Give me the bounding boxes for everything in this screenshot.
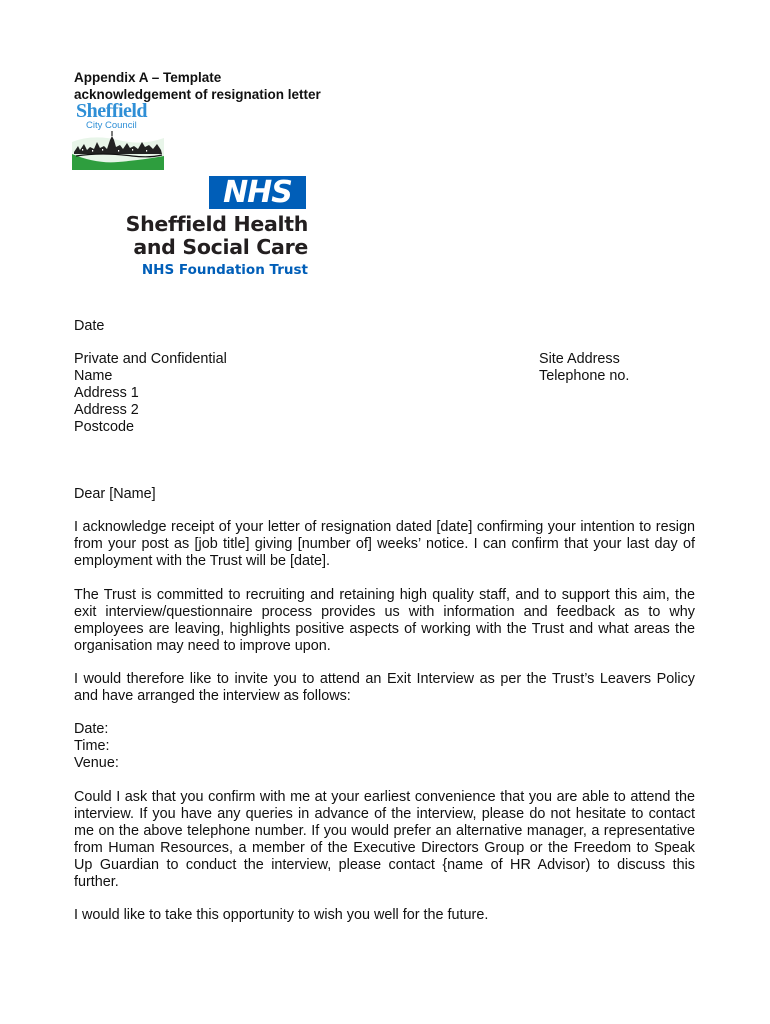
trust-name-line-1: Sheffield Health xyxy=(125,212,308,236)
heading-line-2: acknowledgement of resignation letter xyxy=(74,87,321,102)
city-skyline-icon xyxy=(72,130,164,170)
nhs-trust-logo xyxy=(104,176,308,280)
heading-line-1: Appendix A – Template xyxy=(74,70,222,85)
recipient-line-1: Private and Confidential xyxy=(74,351,227,367)
paragraph-closing: I would like to take this opportunity to wish you well for the future. xyxy=(74,907,489,923)
interview-time-label: Time: xyxy=(74,738,110,754)
recipient-line-3: Address 1 xyxy=(74,385,139,401)
interview-venue-label: Venue: xyxy=(74,755,119,771)
trust-name xyxy=(126,213,308,259)
paragraph-acknowledgement: I acknowledge receipt of your letter of resignation dated [date] confirming your intention to resign from your post as [job title] giving [number of] weeks’ notice. I can confirm that your last day of employment with the Trust will be [date]. xyxy=(74,519,695,569)
trust-name-line-2: and Social Care xyxy=(133,235,308,259)
paragraph-trust-commitment: The Trust is committed to recruiting and retaining high quality staff, and to support this aim, the exit interview/questionnaire process provides us with information and feedback as to why employees are leaving, highlights positive aspects of working with the Trust and what areas the organisation may need to improve upon. xyxy=(74,587,695,654)
sender-line-1: Site Address xyxy=(539,351,620,367)
recipient-address xyxy=(74,351,227,436)
paragraph-confirmation: Could I ask that you confirm with me at your earliest convenience that you are able to attend the interview. If you have any queries in advance of the interview, please do not hesitate to contact me on the above telephone number. If you would prefer an alternative manager, a representative from Human Resources, a member of the Executive Directors Group or the Freedom to Speak Up Guardian to conduct the interview, please contact {name of HR Advisor) to discuss this further. xyxy=(74,789,695,890)
recipient-line-4: Address 2 xyxy=(74,402,139,418)
council-logo-subtitle: City Council xyxy=(86,120,137,131)
interview-date-label: Date: xyxy=(74,721,109,737)
interview-details xyxy=(74,721,119,772)
sheffield-city-council-logo xyxy=(72,100,164,170)
paragraph-invitation: I would therefore like to invite you to attend an Exit Interview as per the Trust’s Leavers Policy and have arranged the interview as follows: xyxy=(74,671,695,704)
trust-subtitle: NHS Foundation Trust xyxy=(141,262,308,278)
nhs-badge: NHS xyxy=(209,176,306,209)
recipient-line-5: Postcode xyxy=(74,419,135,435)
recipient-line-2: Name xyxy=(74,368,113,384)
sender-address xyxy=(539,351,629,385)
letter-date: Date xyxy=(74,318,105,334)
council-logo-name: Sheffield xyxy=(76,100,148,122)
document-heading xyxy=(74,69,321,103)
salutation: Dear [Name] xyxy=(74,486,156,502)
sender-line-2: Telephone no. xyxy=(539,368,630,384)
